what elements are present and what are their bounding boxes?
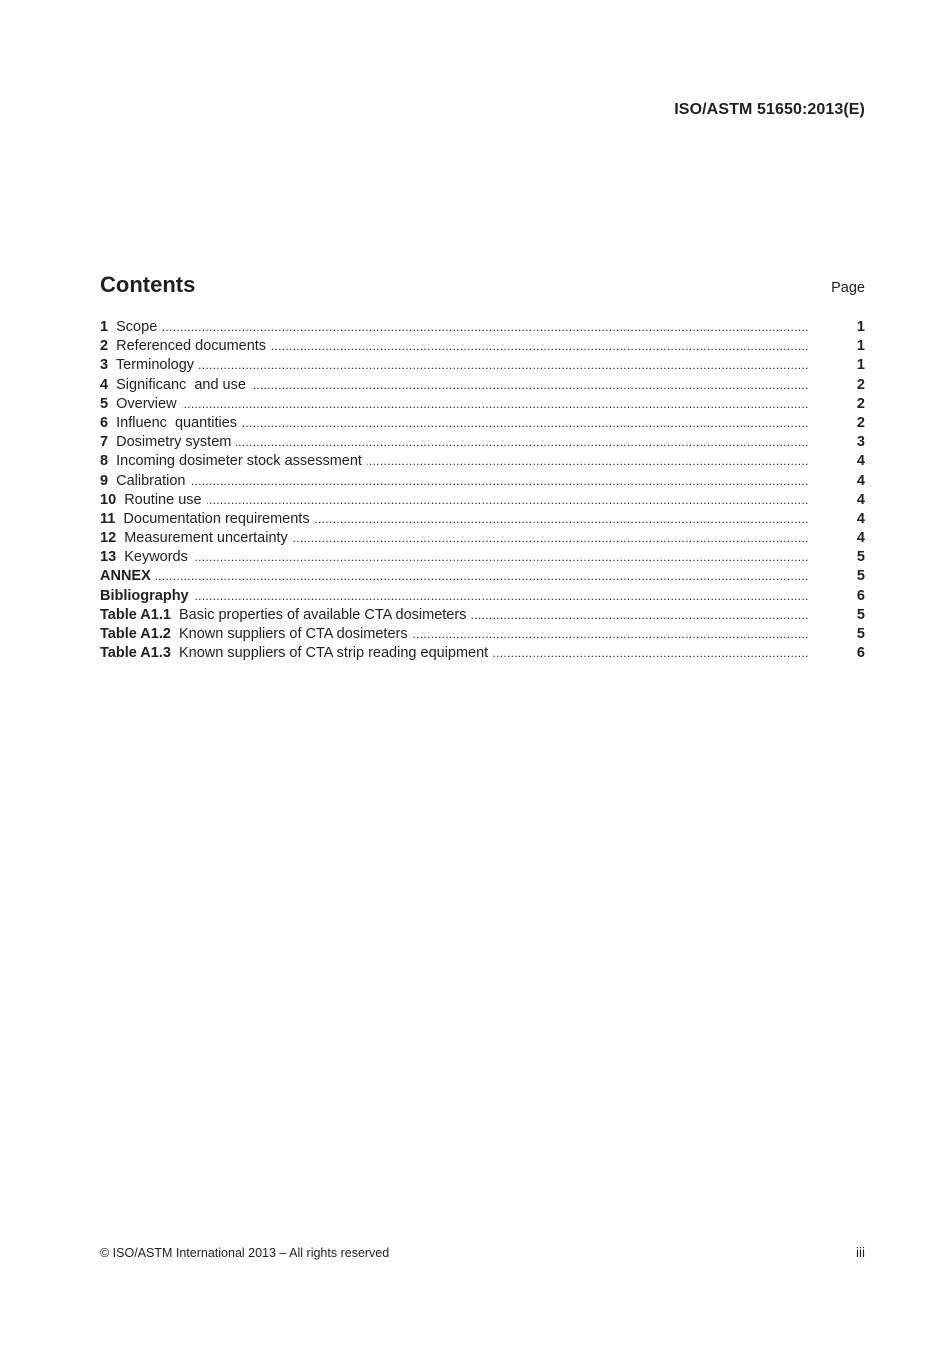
contents-title: Contents (100, 272, 196, 297)
toc-entry-page: 2 (856, 376, 865, 393)
toc-entry-keywords[interactable] (100, 548, 865, 567)
toc-entry-number: 9 (100, 472, 109, 489)
toc-entry-title: Measurement uncertainty (124, 530, 288, 547)
toc-entry-page: 5 (856, 626, 865, 642)
toc-entry-number: ANNEX (100, 568, 151, 585)
toc-entry-title: Terminology (115, 357, 195, 374)
contents-header (100, 272, 865, 302)
toc-entry-page: 1 (856, 357, 865, 374)
toc-entry-number: 6 (100, 414, 109, 431)
toc-entry-number: 5 (100, 395, 109, 412)
toc-entry-table-a1-2[interactable] (100, 625, 865, 644)
toc-entry-calibration[interactable] (100, 472, 865, 491)
toc-entry-page: 2 (856, 414, 865, 431)
toc-entry-title: Known suppliers of CTA strip reading equipment (178, 645, 489, 662)
toc-entry-number: 11 (100, 510, 116, 527)
toc-entry-title: Documentation requirements (123, 510, 310, 527)
toc-entry-terminology[interactable] (100, 356, 865, 375)
toc-entry-overview[interactable] (100, 395, 865, 414)
toc-entry-routine-use[interactable] (100, 491, 865, 510)
toc-entry-number: Table A1.1 (100, 606, 171, 623)
toc-entry-page: 4 (856, 510, 865, 527)
toc-entry-number: 4 (100, 376, 109, 393)
toc-entry-title: Incoming dosimeter stock assessment (116, 453, 362, 470)
toc-entry-title: Scope (116, 319, 158, 335)
toc-entry-number: Table A1.3 (100, 645, 171, 662)
toc-entry-measurement-uncertainty[interactable] (100, 529, 865, 548)
toc-entry-title: Known suppliers of CTA dosimeters (178, 626, 408, 642)
toc-entry-page: 5 (856, 568, 865, 585)
toc-entry-number: 10 (100, 491, 117, 508)
toc-entry-page: 3 (856, 434, 865, 451)
toc-entry-page: 2 (856, 395, 865, 412)
toc-entry-title: Significanc and use (116, 376, 246, 393)
toc-entry-page: 4 (856, 472, 865, 489)
page-column-label: Page (831, 280, 865, 296)
toc-entry-significance[interactable] (100, 376, 865, 395)
toc-entry-table-a1-3[interactable] (100, 644, 865, 663)
toc-entry-annex[interactable] (100, 567, 865, 586)
toc-entry-page: 5 (856, 606, 865, 623)
toc-entry-number: 1 (100, 319, 109, 335)
toc-entry-page: 1 (856, 338, 865, 355)
toc-entry-title: Overview (116, 395, 177, 412)
toc-entry-number: 8 (100, 453, 109, 470)
toc-entry-scope[interactable] (100, 318, 865, 337)
toc-entry-referenced-documents[interactable] (100, 337, 865, 356)
toc-entry-number: 13 (100, 549, 117, 566)
toc-entry-page: 4 (856, 491, 865, 508)
toc-entry-influence-quantities[interactable] (100, 414, 865, 433)
footer-page-number: iii (856, 1245, 865, 1260)
toc-entry-title: Keywords (124, 549, 188, 566)
toc-entry-page: 4 (856, 453, 865, 470)
toc-entry-number: 2 (100, 338, 109, 355)
toc-entry-number: Bibliography (100, 587, 189, 604)
toc-entry-table-a1-1[interactable] (100, 606, 865, 625)
toc-entry-incoming-stock[interactable] (100, 452, 865, 471)
toc-entry-title: Calibration (116, 472, 186, 489)
toc-entry-title: Basic properties of available CTA dosimeters (178, 606, 467, 623)
toc-entry-title: Dosimetry system (116, 434, 232, 451)
document-id: ISO/ASTM 51650:2013(E) (674, 101, 865, 118)
footer-copyright: © ISO/ASTM International 2013 – All rights reserved (100, 1246, 390, 1260)
toc-entry-number: Table A1.2 (100, 626, 171, 642)
toc-entry-documentation-requirements[interactable] (100, 510, 865, 529)
toc-entry-number: 7 (100, 434, 109, 451)
toc-entry-title: Referenced documents (116, 338, 267, 355)
toc-entry-dosimetry-system[interactable] (100, 433, 865, 452)
toc-entry-number: 3 (100, 357, 109, 374)
toc-entry-page: 6 (856, 587, 865, 604)
toc-entry-title: Routine use (124, 491, 202, 508)
toc-entry-number: 12 (100, 530, 117, 547)
table-of-contents (100, 318, 865, 663)
toc-entry-page: 4 (856, 530, 865, 547)
toc-entry-page: 1 (856, 319, 865, 335)
toc-entry-bibliography[interactable] (100, 587, 865, 606)
toc-entry-page: 5 (856, 549, 865, 566)
toc-entry-page: 6 (856, 645, 865, 662)
toc-entry-title: Influenc quantities (116, 414, 238, 431)
